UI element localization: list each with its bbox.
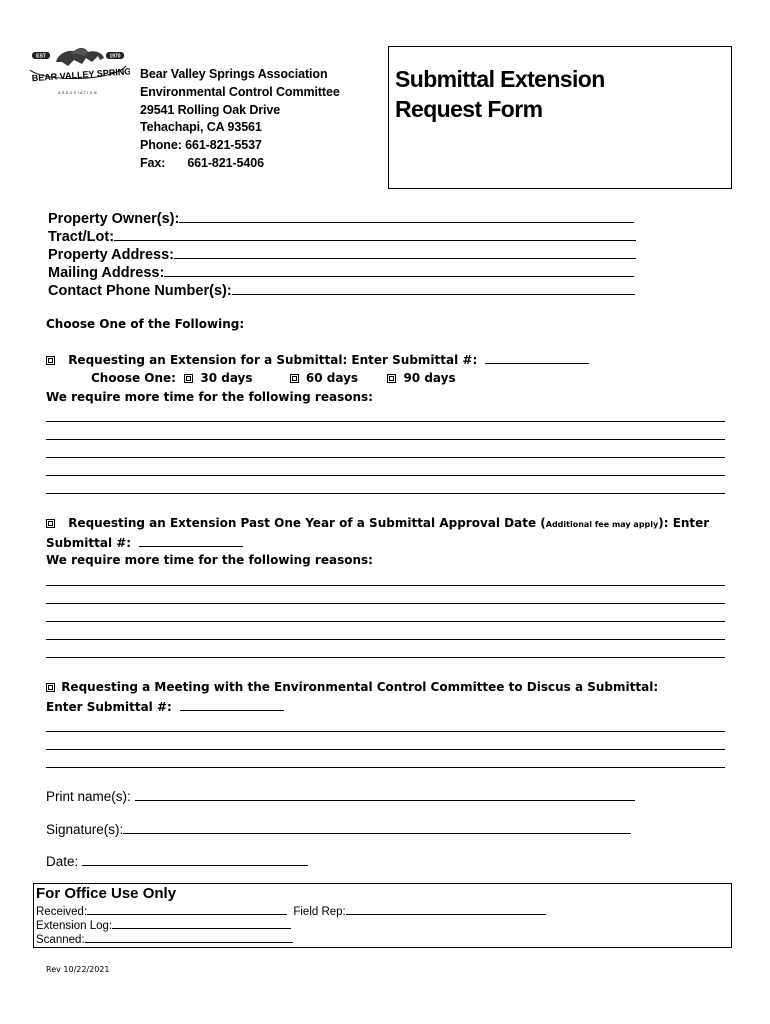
- office-scanned-row: Scanned:: [36, 933, 293, 946]
- option2-submittal-row: Submittal #:: [46, 535, 243, 550]
- svg-text:BEAR VALLEY SPRINGS: [31, 66, 130, 83]
- option3-line[interactable]: [46, 731, 725, 732]
- choose-heading: Choose One of the Following:: [46, 317, 245, 331]
- logo-year: 1970: [109, 53, 121, 60]
- option3-submittal-input[interactable]: [180, 699, 284, 711]
- signature-field[interactable]: Signature(s):: [46, 821, 631, 837]
- option2-reasons-label: We require more time for the following reasons:: [46, 553, 373, 567]
- days-choice-row: Choose One: 30 days 60 days 90 days: [91, 371, 456, 385]
- days60-checkbox[interactable]: [290, 374, 299, 383]
- revision-date: Rev 10/22/2021: [46, 965, 110, 974]
- option1-submittal-input[interactable]: [485, 352, 589, 364]
- option1-checkbox[interactable]: [46, 356, 55, 365]
- option3-line[interactable]: [46, 767, 725, 768]
- option1-reason-line[interactable]: [46, 421, 725, 422]
- field-rep-input[interactable]: [346, 905, 546, 915]
- option1-reason-line[interactable]: [46, 493, 725, 494]
- option2-reason-line[interactable]: [46, 639, 725, 640]
- option1-reason-line[interactable]: [46, 475, 725, 476]
- contact-phone-field[interactable]: Contact Phone Number(s):: [48, 282, 635, 299]
- org-fax: Fax: 661-821-5406: [140, 155, 264, 170]
- days30-checkbox[interactable]: [184, 374, 193, 383]
- scanned-input[interactable]: [85, 933, 293, 943]
- extension-log-input[interactable]: [112, 919, 291, 929]
- mailing-address-field[interactable]: Mailing Address:: [48, 264, 634, 281]
- org-city: Tehachapi, CA 93561: [140, 120, 262, 135]
- option1-row: Requesting an Extension for a Submittal: Enter Submittal #:: [46, 352, 589, 367]
- option3-line[interactable]: [46, 749, 725, 750]
- days90-checkbox[interactable]: [387, 374, 396, 383]
- option2-reason-line[interactable]: [46, 621, 725, 622]
- organization-info: [140, 66, 340, 173]
- option1-reason-line[interactable]: [46, 439, 725, 440]
- logo-name: BEAR VALLEY SPRINGS: [31, 65, 130, 84]
- property-owner-field[interactable]: Property Owner(s):: [48, 210, 634, 227]
- option2-reason-line[interactable]: [46, 657, 725, 658]
- tract-lot-field[interactable]: Tract/Lot:: [48, 228, 636, 245]
- office-received-row: Received: Field Rep:: [36, 905, 546, 918]
- option2-row: Requesting an Extension Past One Year of a Submittal Approval Date (Additional fee may apply): Enter: [46, 516, 709, 530]
- option3-checkbox[interactable]: [46, 683, 55, 692]
- option2-submittal-input[interactable]: [139, 535, 243, 547]
- org-committee: Environmental Control Committee: [140, 84, 340, 99]
- form-title: Submittal Extension Request Form: [395, 66, 605, 122]
- bvsa-logo: [26, 42, 130, 98]
- option3-submittal-row: Enter Submittal #:: [46, 699, 284, 714]
- date-field[interactable]: Date:: [46, 853, 308, 869]
- org-street: 29541 Rolling Oak Drive: [140, 102, 281, 117]
- office-use-title: For Office Use Only: [36, 885, 177, 902]
- logo-sub: ASSOCIATION: [58, 91, 98, 95]
- received-input[interactable]: [87, 905, 287, 915]
- property-address-field[interactable]: Property Address:: [48, 246, 636, 263]
- org-name: Bear Valley Springs Association: [140, 67, 328, 81]
- org-phone: Phone: 661-821-5537: [140, 138, 262, 153]
- option1-reasons-label: We require more time for the following reasons:: [46, 390, 373, 404]
- logo-est: EST: [36, 53, 46, 60]
- option2-reason-line[interactable]: [46, 603, 725, 604]
- option2-checkbox[interactable]: [46, 519, 55, 528]
- option1-reason-line[interactable]: [46, 457, 725, 458]
- option3-row: Requesting a Meeting with the Environmental Control Committee to Discus a Submittal:: [46, 680, 658, 694]
- print-name-field[interactable]: Print name(s):: [46, 788, 635, 804]
- option2-reason-line[interactable]: [46, 585, 725, 586]
- office-extension-log-row: Extension Log:: [36, 919, 291, 932]
